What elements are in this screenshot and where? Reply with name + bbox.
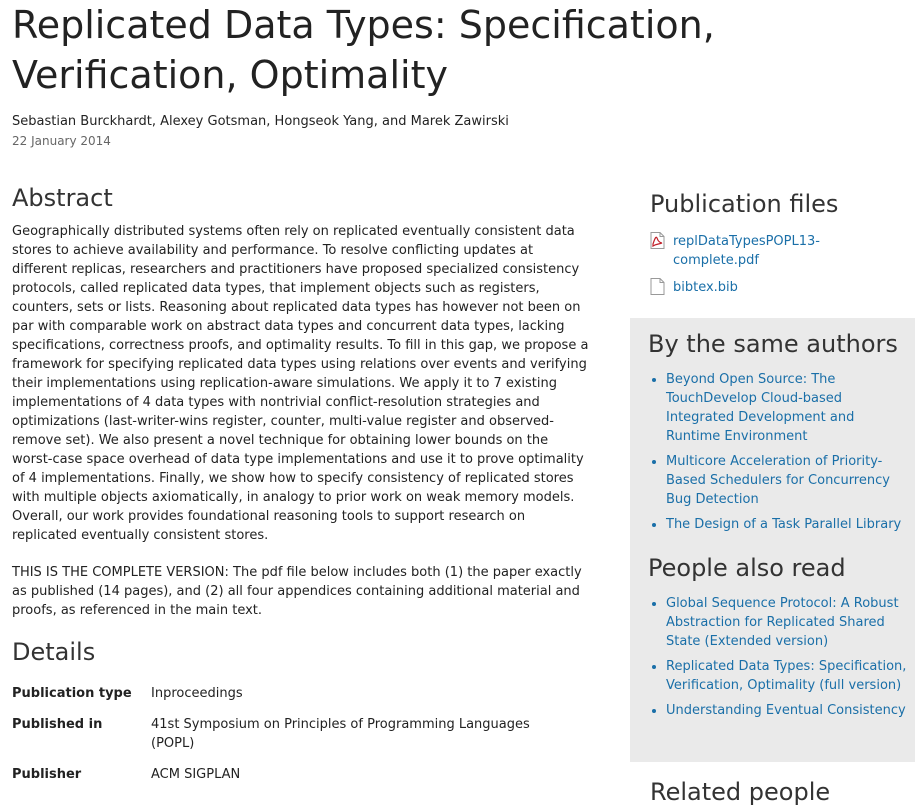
- publication-date: 22 January 2014: [12, 134, 111, 148]
- detail-value: Inproceedings: [151, 686, 243, 701]
- list-item: [666, 370, 909, 446]
- related-people-heading: Related people: [650, 778, 831, 806]
- same-authors-link[interactable]: The Design of a Task Parallel Library: [666, 517, 902, 532]
- abstract-heading: Abstract: [12, 184, 113, 212]
- detail-row-publisher: [12, 765, 592, 784]
- same-authors-link[interactable]: Beyond Open Source: The TouchDevelop Cloud-based Integrated Development and Runtime Environment: [666, 372, 855, 444]
- pdf-file-link[interactable]: replDataTypesPOPL13-complete.pdf: [673, 234, 820, 268]
- list-item: [666, 657, 909, 695]
- same-authors-heading: By the same authors: [648, 330, 898, 358]
- related-sidebar-panel: [630, 318, 915, 762]
- text-file-icon: [650, 278, 665, 295]
- also-read-link[interactable]: Replicated Data Types: Specification, Verification, Optimality (full version): [666, 659, 907, 693]
- detail-value: 41st Symposium on Principles of Programming Languages (POPL): [151, 717, 530, 751]
- detail-label: Publication type: [12, 686, 132, 701]
- same-authors-link[interactable]: Multicore Acceleration of Priority-Based Schedulers for Concurrency Bug Detection: [666, 454, 890, 507]
- same-authors-list: [648, 370, 909, 534]
- also-read-list: [648, 594, 909, 720]
- detail-label: Published in: [12, 717, 103, 732]
- also-read-heading: People also read: [648, 554, 846, 582]
- file-item-bib: [650, 278, 900, 297]
- list-item: [666, 701, 909, 720]
- also-read-link[interactable]: Understanding Eventual Consistency: [666, 703, 906, 718]
- list-item: [666, 452, 909, 509]
- detail-label: Publisher: [12, 767, 82, 782]
- authors-line: Sebastian Burckhardt, Alexey Gotsman, Hongseok Yang, and Marek Zawirski: [12, 114, 509, 129]
- list-item: [666, 515, 909, 534]
- file-item-pdf: [650, 232, 900, 270]
- bib-file-link[interactable]: bibtex.bib: [673, 280, 738, 295]
- pdf-file-icon: [650, 232, 665, 249]
- main-content: [12, 184, 592, 796]
- also-read-link[interactable]: Global Sequence Protocol: A Robust Abstraction for Replicated Shared State (Extended version): [666, 596, 899, 649]
- detail-row-published-in: [12, 715, 592, 753]
- publication-files-heading: Publication files: [650, 190, 839, 218]
- detail-row-publication-type: [12, 684, 592, 703]
- list-item: [666, 594, 909, 651]
- details-heading: Details: [12, 638, 96, 666]
- complete-version-note: THIS IS THE COMPLETE VERSION: The pdf file below includes both (1) the paper exactly as published (14 pages), and (2) all four appendices containing additional material and proofs, as referenced in the main text.: [12, 565, 582, 618]
- page-title: Replicated Data Types: Specification, Verification, Optimality: [12, 3, 715, 97]
- publication-files: [650, 190, 900, 305]
- abstract-paragraph: Geographically distributed systems often rely on replicated eventually consistent data stores to achieve availability and performance. To resolve conflicting updates at different replicas, researchers and practitioners have proposed specialized consistency protocols, called replicated data types, that implement objects such as registers, counters, sets or lists. Reasoning about replicated data types has however not been on par with comparable work on abstract data types and concurrent data types, lacking specifications, correctness proofs, and optimality results. To fill in this gap, we propose a framework for specifying replicated data types using relations over events and verifying their implementations using replication-aware simulations. We apply it to 7 existing implementations of 4 data types with nontrivial conflict-resolution strategies and optimizations (last-writer-wins register, counter, multi-value register and observed-remove set). We also present a novel technique for obtaining lower bounds on the worst-case space overhead of data type implementations and use it to prove optimality of 4 implementations. Finally, we show how to specify consistency of replicated stores with multiple objects axiomatically, in analogy to prior work on weak memory models. Overall, our work provides foundational reasoning tools to support research on replicated eventually consistent stores.: [12, 224, 589, 543]
- detail-value: ACM SIGPLAN: [151, 767, 241, 782]
